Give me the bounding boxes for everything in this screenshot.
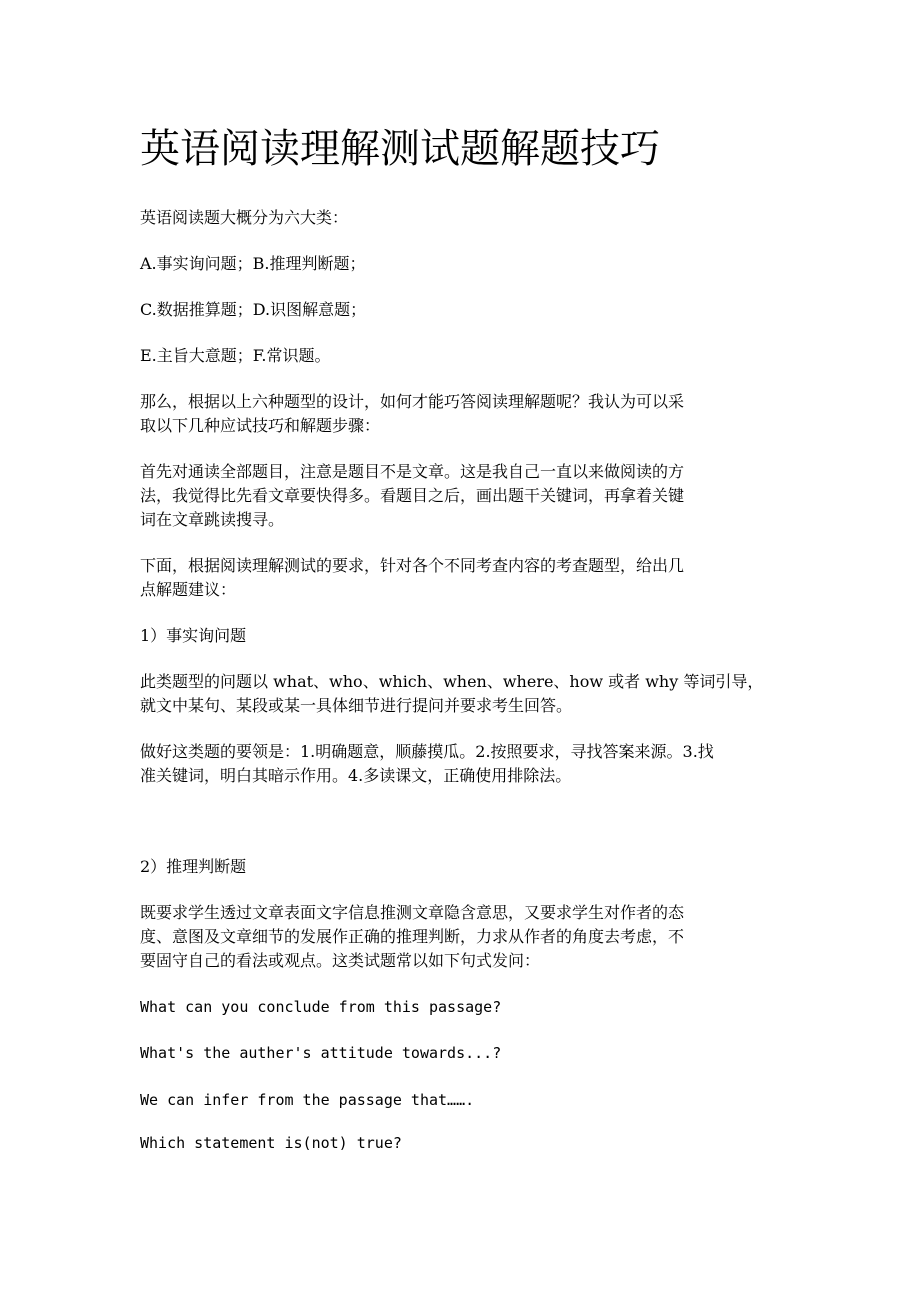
document-title: 英语阅读理解测试题解题技巧	[140, 126, 660, 172]
paragraph-line: 下面，根据阅读理解测试的要求，针对各个不同考查内容的考查题型，给出几	[140, 556, 685, 575]
paragraph-line: C.数据推算题；D.识图解意题；	[140, 300, 367, 319]
example-question: What's the auther's attitude towards...?	[140, 1044, 502, 1062]
paragraph-line: 要固守自己的看法或观点。这类试题常以如下句式发问：	[140, 951, 541, 970]
paragraph-line: E.主旨大意题；F.常识题。	[140, 346, 331, 365]
paragraph-line: 既要求学生透过文章表面文字信息推测文章隐含意思，又要求学生对作者的态	[140, 903, 685, 922]
example-question: What can you conclude from this passage?	[140, 998, 502, 1016]
example-question: Which statement is(not) true?	[140, 1134, 402, 1152]
paragraph-line: 就文中某句、某段或某一具体细节进行提问并要求考生回答。	[140, 696, 573, 715]
paragraph-line: A.事实询问题；B.推理判断题；	[140, 254, 366, 273]
paragraph-line: 做好这类题的要领是：1.明确题意，顺藤摸瓜。2.按照要求，寻找答案来源。3.找	[140, 742, 714, 761]
paragraph-line: 点解题建议：	[140, 580, 237, 599]
paragraph-line: 法，我觉得比先看文章要快得多。看题目之后，画出题干关键词，再拿着关键	[140, 486, 685, 505]
example-question: We can infer from the passage that…….	[140, 1091, 475, 1109]
paragraph-line: 此类题型的问题以 what、who、which、when、where、how 或者 why 等词引导，	[140, 672, 764, 691]
paragraph-line: 准关键词，明白其暗示作用。4.多读课文，正确使用排除法。	[140, 766, 572, 785]
paragraph-line: 英语阅读题大概分为六大类：	[140, 208, 349, 227]
paragraph-line: 那么，根据以上六种题型的设计，如何才能巧答阅读理解题呢？我认为可以采	[140, 392, 685, 411]
paragraph-line: 词在文章跳读搜寻。	[140, 510, 285, 529]
paragraph-line: 取以下几种应试技巧和解题步骤：	[140, 416, 381, 435]
paragraph-line: 首先对通读全部题目，注意是题目不是文章。这是我自己一直以来做阅读的方	[140, 462, 685, 481]
section-heading: 2）推理判断题	[140, 857, 247, 876]
section-heading: 1）事实询问题	[140, 626, 247, 645]
paragraph-line: 度、意图及文章细节的发展作正确的推理判断，力求从作者的角度去考虑，不	[140, 927, 685, 946]
